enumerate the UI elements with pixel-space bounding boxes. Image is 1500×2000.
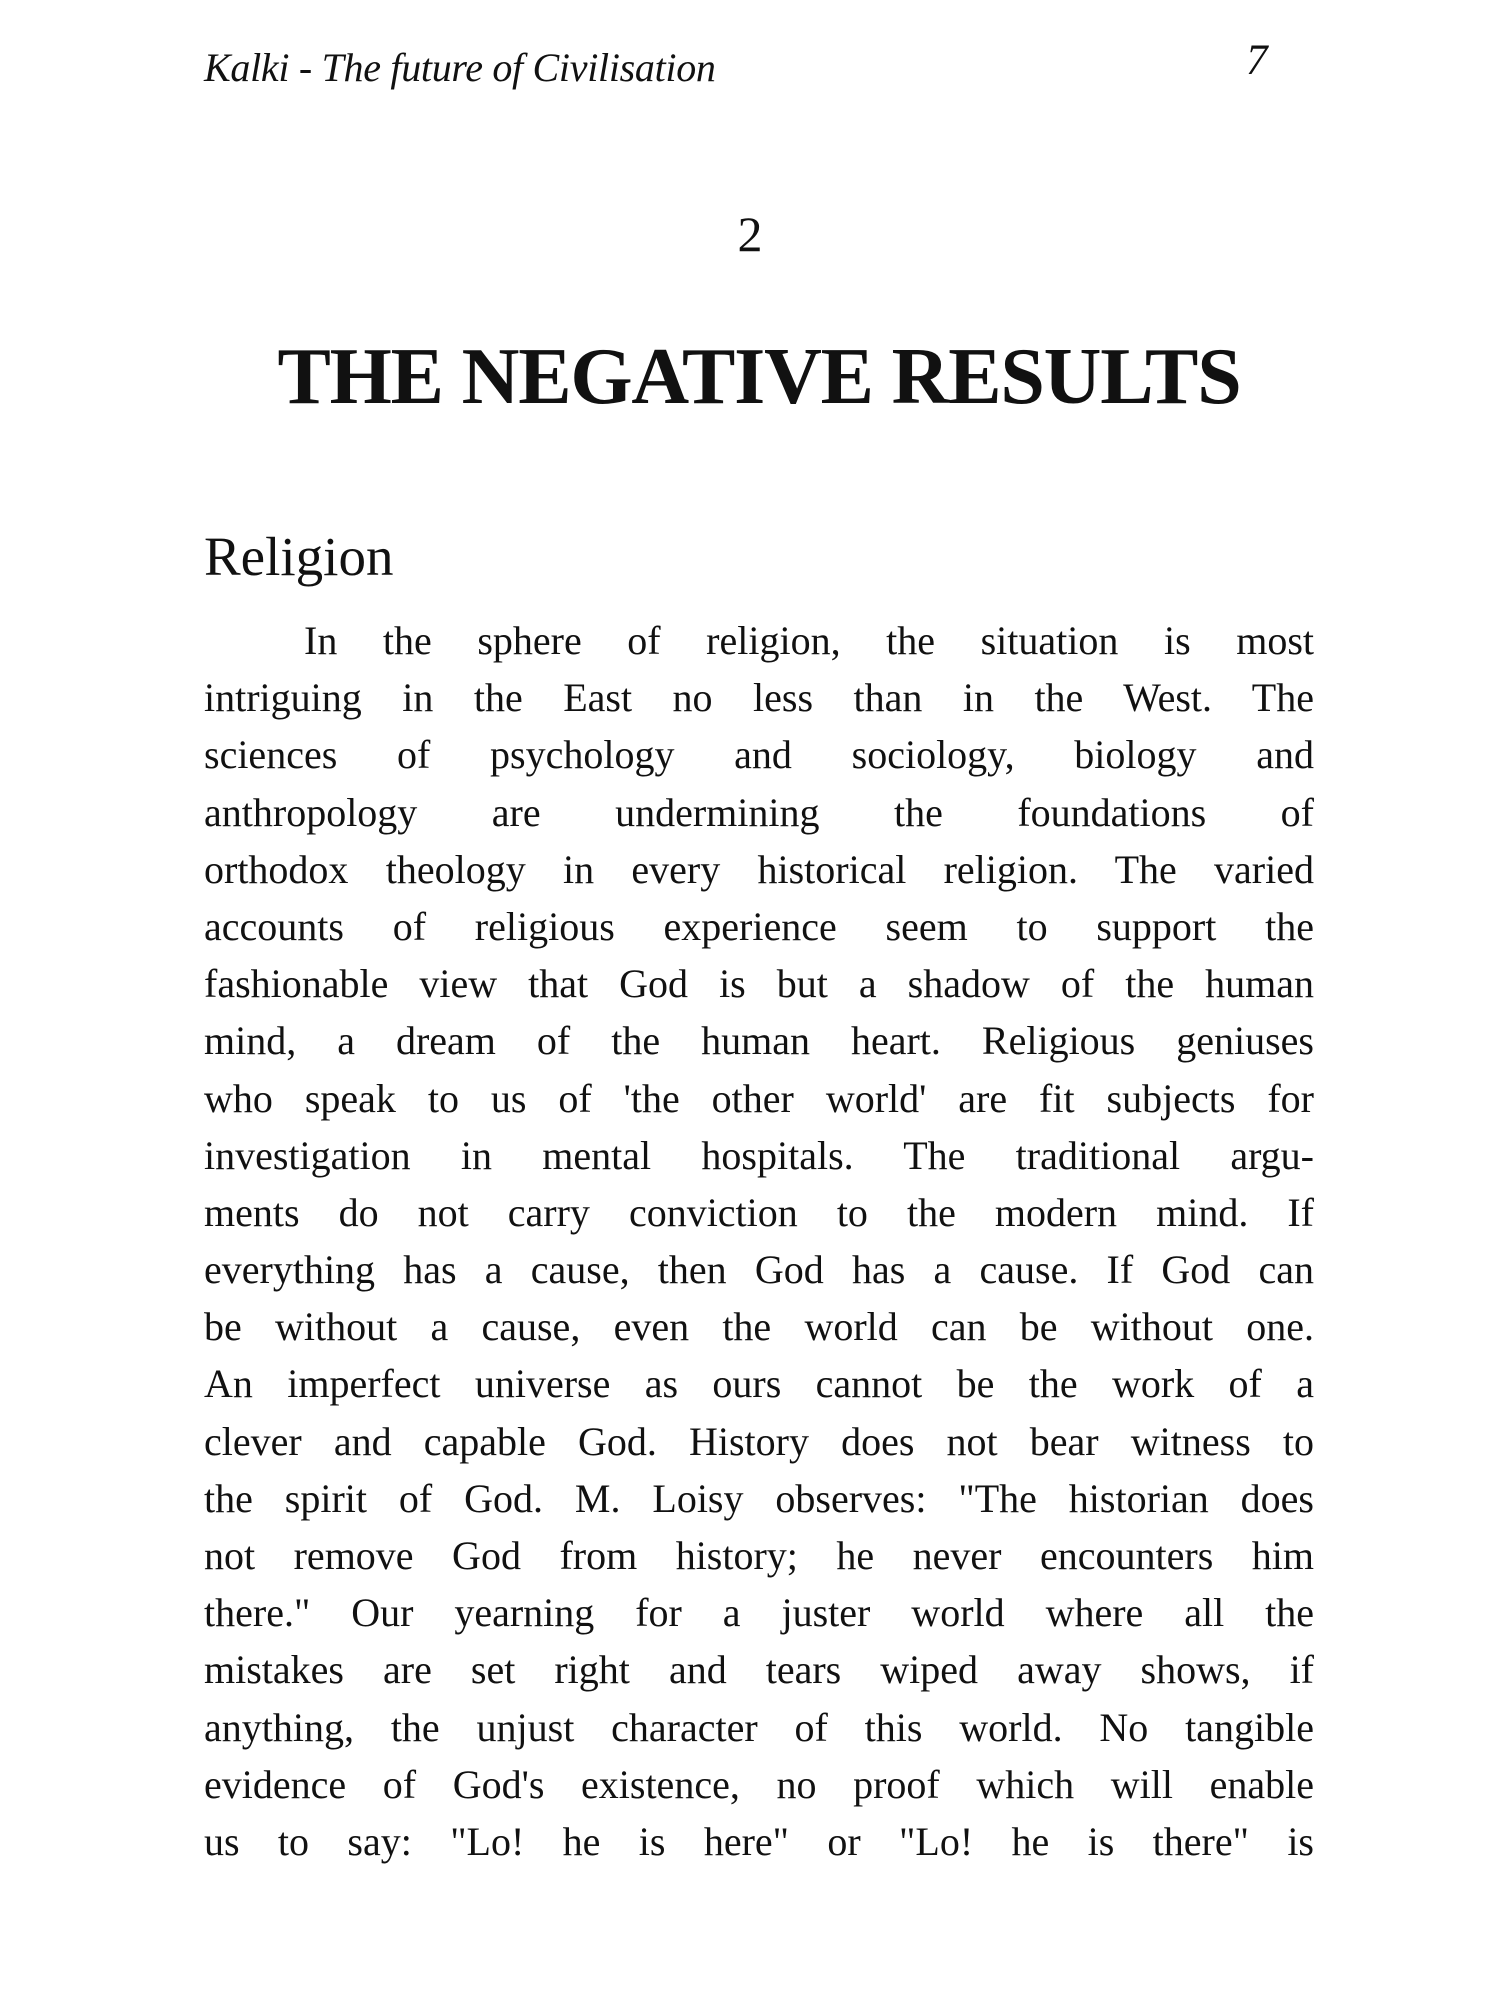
- paragraph-line: who speak to us of 'the other world' are fit subjects for: [204, 1075, 1314, 1121]
- paragraph-line: anthropology are undermining the foundations of: [204, 789, 1314, 835]
- paragraph-line: not remove God from history; he never encounters him: [204, 1533, 1314, 1578]
- section-heading: Religion: [204, 526, 394, 587]
- paragraph-line: sciences of psychology and sociology, biology and: [204, 732, 1314, 778]
- running-head: [0, 0, 1500, 150]
- paragraph-line: the spirit of God. M. Loisy observes: "The historian does: [204, 1475, 1314, 1521]
- paragraph-line: investigation in mental hospitals. The traditional argu-: [204, 1132, 1314, 1178]
- paragraph-line: anything, the unjust character of this world. No tangible: [204, 1704, 1314, 1750]
- body-paragraph: [204, 612, 1314, 1870]
- paragraph-line: accounts of religious experience seem to support the: [204, 903, 1314, 949]
- chapter-title: THE NEGATIVE RESULTS: [277, 333, 1241, 421]
- paragraph-line: intriguing in the East no less than in the West. The: [204, 675, 1314, 721]
- paragraph-line: be without a cause, even the world can be without one.: [204, 1304, 1314, 1350]
- paragraph-line: orthodox theology in every historical religion. The varied: [204, 846, 1314, 892]
- paragraph-line: mind, a dream of the human heart. Religious geniuses: [204, 1018, 1314, 1064]
- paragraph-line: In the sphere of religion, the situation is most: [304, 618, 1314, 663]
- paragraph-line: there." Our yearning for a juster world where all the: [204, 1590, 1314, 1636]
- paragraph-line: ments do not carry conviction to the modern mind. If: [204, 1189, 1314, 1235]
- paragraph-line: us to say: "Lo! he is here" or "Lo! he is there" is: [204, 1818, 1314, 1864]
- paragraph-line: everything has a cause, then God has a cause. If God can: [204, 1247, 1314, 1293]
- paragraph-line: An imperfect universe as ours cannot be the work of a: [204, 1361, 1314, 1407]
- paragraph-line: mistakes are set right and tears wiped away shows, if: [204, 1647, 1314, 1693]
- paragraph-line: fashionable view that God is but a shadow of the human: [204, 961, 1314, 1007]
- running-head-book-title: Kalki - The future of Civilisation: [204, 45, 716, 90]
- chapter-number: 2: [737, 206, 763, 262]
- page-number: 7: [1246, 37, 1268, 84]
- paragraph-line: clever and capable God. History does not bear witness to: [204, 1418, 1314, 1464]
- paragraph-line: evidence of God's existence, no proof which will enable: [204, 1761, 1314, 1807]
